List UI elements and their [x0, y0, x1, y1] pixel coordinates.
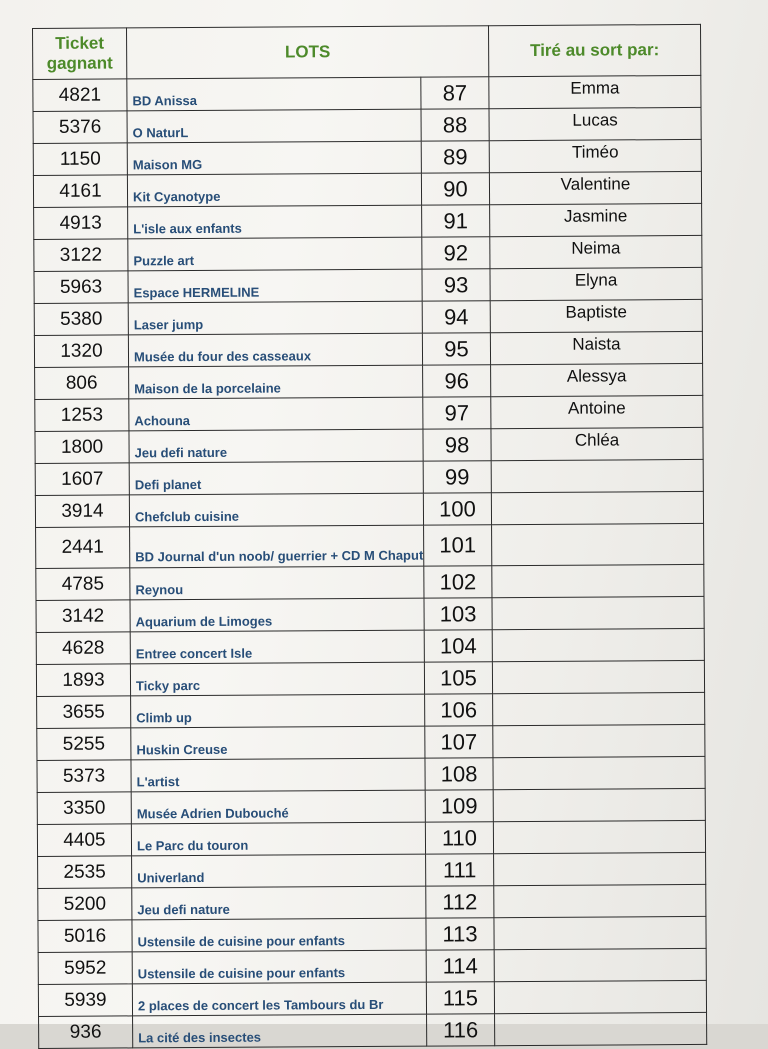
lot-name-cell: Achouna — [129, 397, 423, 431]
lot-name-cell: BD Anissa — [127, 77, 421, 111]
lot-name-cell: Ustensile de cuisine pour enfants — [132, 950, 426, 984]
drawn-by-cell — [491, 491, 703, 524]
winning-ticket-cell: 3122 — [34, 239, 128, 272]
lot-number-cell: 87 — [421, 77, 489, 109]
table-row — [36, 564, 704, 600]
winning-ticket-cell: 3142 — [36, 600, 130, 633]
drawn-by-cell — [494, 884, 706, 917]
table-row — [39, 1012, 707, 1048]
table-row — [38, 980, 706, 1016]
drawn-by-cell: Jasmine — [490, 203, 702, 236]
lot-number-cell: 109 — [425, 790, 493, 822]
lot-number-cell: 114 — [426, 950, 494, 982]
drawn-by-cell — [493, 756, 705, 789]
winning-ticket-cell: 4821 — [33, 79, 127, 112]
lot-number-cell: 107 — [425, 726, 493, 758]
winning-ticket-cell: 936 — [39, 1016, 133, 1049]
lot-number-cell: 100 — [423, 493, 491, 525]
drawn-by-cell: Antoine — [491, 395, 703, 428]
lot-number-cell: 111 — [426, 854, 494, 886]
winning-ticket-cell: 5255 — [37, 728, 131, 761]
lot-name-cell: Defi planet — [129, 461, 423, 495]
winning-ticket-cell: 1320 — [34, 335, 128, 368]
lot-name-cell: Entree concert Isle — [130, 630, 424, 664]
table-row — [36, 628, 704, 664]
winning-ticket-cell: 5380 — [34, 303, 128, 336]
drawn-by-cell — [491, 459, 703, 492]
raffle-results-sheet — [32, 24, 706, 1049]
lot-name-cell: La cité des insectes — [133, 1014, 427, 1048]
lot-name-cell: Laser jump — [128, 301, 422, 335]
lot-name-cell: BD Journal d'un noob/ guerrier + CD M Chaput — [130, 525, 424, 568]
header-drawn-by: Tiré au sort par: — [488, 24, 700, 76]
lot-name-cell: Musée Adrien Dubouché — [131, 790, 425, 824]
drawn-by-cell: Baptiste — [490, 299, 702, 332]
lot-name-cell: Espace HERMELINE — [128, 269, 422, 303]
table-row — [37, 724, 705, 760]
lot-name-cell: Ticky parc — [130, 662, 424, 696]
lot-number-cell: 97 — [423, 397, 491, 429]
drawn-by-cell: Valentine — [489, 171, 701, 204]
winning-ticket-cell: 5376 — [33, 111, 127, 144]
header-ticket: Ticket gagnant — [33, 28, 127, 80]
table-row — [33, 75, 701, 111]
table-row — [37, 692, 705, 728]
drawn-by-cell — [492, 523, 704, 565]
lot-number-cell: 91 — [422, 205, 490, 237]
table-row — [38, 884, 706, 920]
table-row — [35, 395, 703, 431]
table-row — [33, 107, 701, 143]
winning-ticket-cell: 5016 — [38, 920, 132, 953]
lot-name-cell: Ustensile de cuisine pour enfants — [132, 918, 426, 952]
table-row — [35, 427, 703, 463]
table-row — [37, 756, 705, 792]
lot-number-cell: 99 — [423, 461, 491, 493]
table-row — [36, 660, 704, 696]
winning-ticket-cell: 5952 — [38, 952, 132, 985]
table-row — [36, 523, 704, 568]
lot-number-cell: 94 — [422, 301, 490, 333]
lot-name-cell: L'isle aux enfants — [128, 205, 422, 239]
drawn-by-cell — [492, 628, 704, 661]
lot-number-cell: 110 — [425, 822, 493, 854]
lot-name-cell: Maison MG — [127, 141, 421, 175]
table-row — [34, 331, 702, 367]
drawn-by-cell — [492, 596, 704, 629]
winning-ticket-cell: 2441 — [36, 527, 130, 569]
lot-name-cell: Le Parc du touron — [131, 822, 425, 856]
winning-ticket-cell: 1800 — [35, 431, 129, 464]
table-row — [38, 852, 706, 888]
lot-number-cell: 116 — [427, 1014, 495, 1046]
winning-ticket-cell: 1150 — [33, 143, 127, 176]
drawn-by-cell — [494, 980, 706, 1013]
winning-ticket-cell: 4161 — [33, 175, 127, 208]
lot-name-cell: Aquarium de Limoges — [130, 598, 424, 632]
winning-ticket-cell: 3914 — [35, 495, 129, 528]
winning-ticket-cell: 1607 — [35, 463, 129, 496]
lot-name-cell: Puzzle art — [128, 237, 422, 271]
lot-name-cell: Kit Cyanotype — [127, 173, 421, 207]
drawn-by-cell — [495, 1012, 707, 1045]
winning-ticket-cell: 4628 — [36, 632, 130, 665]
table-row — [33, 171, 701, 207]
table-row — [33, 139, 701, 175]
drawn-by-cell — [493, 724, 705, 757]
table-row — [35, 459, 703, 495]
header-row — [33, 24, 701, 79]
lot-number-cell: 108 — [425, 758, 493, 790]
winning-ticket-cell: 5963 — [34, 271, 128, 304]
drawn-by-cell — [494, 916, 706, 949]
lot-number-cell: 92 — [422, 237, 490, 269]
lot-number-cell: 105 — [424, 662, 492, 694]
lot-number-cell: 103 — [424, 598, 492, 630]
lot-name-cell: Musée du four des casseaux — [128, 333, 422, 367]
drawn-by-cell: Timéo — [489, 139, 701, 172]
lot-number-cell: 88 — [421, 109, 489, 141]
drawn-by-cell — [493, 820, 705, 853]
winning-ticket-cell: 4913 — [34, 207, 128, 240]
lot-number-cell: 95 — [422, 333, 490, 365]
drawn-by-cell — [492, 660, 704, 693]
lot-name-cell: O NaturL — [127, 109, 421, 143]
winning-ticket-cell: 4405 — [37, 824, 131, 857]
winning-ticket-cell: 5373 — [37, 760, 131, 793]
lot-number-cell: 93 — [422, 269, 490, 301]
winning-ticket-cell: 5200 — [38, 888, 132, 921]
winning-ticket-cell: 1253 — [35, 399, 129, 432]
drawn-by-cell — [494, 852, 706, 885]
raffle-table — [32, 24, 707, 1049]
winning-ticket-cell: 806 — [35, 367, 129, 400]
drawn-by-cell: Lucas — [489, 107, 701, 140]
table-row — [37, 820, 705, 856]
table-row — [34, 235, 702, 271]
lot-number-cell: 102 — [424, 566, 492, 598]
lot-name-cell: Huskin Creuse — [131, 726, 425, 760]
lot-number-cell: 104 — [424, 630, 492, 662]
drawn-by-cell — [493, 692, 705, 725]
lot-number-cell: 106 — [425, 694, 493, 726]
drawn-by-cell: Emma — [489, 75, 701, 108]
lot-name-cell: Chefclub cuisine — [129, 493, 423, 527]
drawn-by-cell: Alessya — [491, 363, 703, 396]
lot-number-cell: 90 — [421, 173, 489, 205]
lot-name-cell: Univerland — [132, 854, 426, 888]
table-row — [36, 596, 704, 632]
table-row — [38, 916, 706, 952]
lot-number-cell: 89 — [421, 141, 489, 173]
drawn-by-cell — [493, 788, 705, 821]
lot-number-cell: 112 — [426, 886, 494, 918]
lot-name-cell: Maison de la porcelaine — [129, 365, 423, 399]
table-row — [38, 948, 706, 984]
table-row — [34, 299, 702, 335]
winning-ticket-cell: 2535 — [38, 856, 132, 889]
winning-ticket-cell: 3350 — [37, 792, 131, 825]
table-row — [35, 363, 703, 399]
table-row — [34, 267, 702, 303]
header-lots: LOTS — [127, 26, 489, 79]
lot-number-cell: 96 — [423, 365, 491, 397]
lot-number-cell: 113 — [426, 918, 494, 950]
drawn-by-cell — [492, 564, 704, 597]
drawn-by-cell: Neima — [490, 235, 702, 268]
lot-number-cell: 98 — [423, 429, 491, 461]
lot-name-cell: Reynou — [130, 566, 424, 600]
drawn-by-cell: Chléa — [491, 427, 703, 460]
winning-ticket-cell: 3655 — [37, 696, 131, 729]
table-row — [35, 491, 703, 527]
lot-name-cell: 2 places de concert les Tambours du Br — [132, 982, 426, 1016]
winning-ticket-cell: 1893 — [36, 664, 130, 697]
table-row — [34, 203, 702, 239]
lot-name-cell: Climb up — [131, 694, 425, 728]
table-row — [37, 788, 705, 824]
winning-ticket-cell: 4785 — [36, 568, 130, 601]
drawn-by-cell: Naista — [490, 331, 702, 364]
lot-name-cell: Jeu defi nature — [129, 429, 423, 463]
drawn-by-cell — [494, 948, 706, 981]
drawn-by-cell: Elyna — [490, 267, 702, 300]
table-body — [33, 75, 707, 1048]
lot-number-cell: 115 — [426, 982, 494, 1014]
lot-number-cell: 101 — [424, 525, 492, 566]
lot-name-cell: L'artist — [131, 758, 425, 792]
winning-ticket-cell: 5939 — [38, 984, 132, 1017]
lot-name-cell: Jeu defi nature — [132, 886, 426, 920]
